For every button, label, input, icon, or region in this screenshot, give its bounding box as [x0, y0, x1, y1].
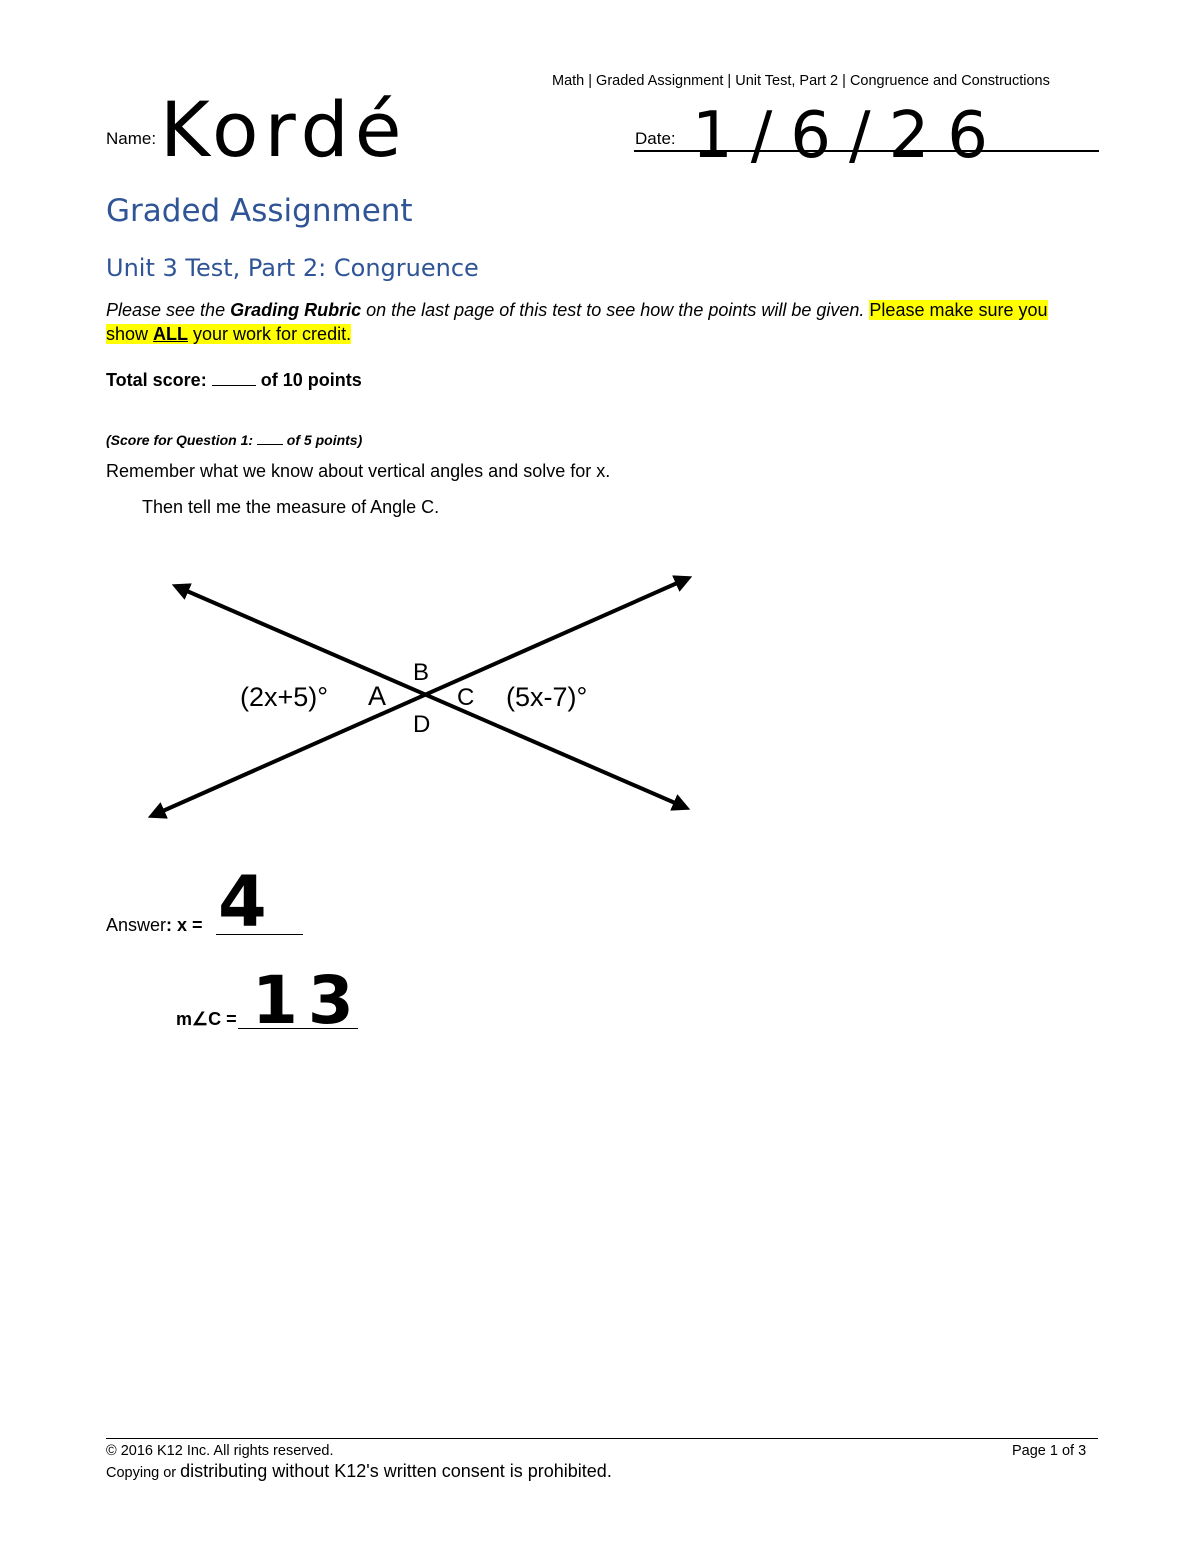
- left-angle-expression: (2x+5)°: [240, 682, 329, 712]
- total-score-label: Total score:: [106, 370, 212, 390]
- footer-consent-large: distributing without K12's written consent is prohibited.: [180, 1461, 612, 1481]
- angle-c-label: m∠C =: [176, 1009, 237, 1029]
- footer-consent-small: Copying or: [106, 1465, 181, 1481]
- page-subtitle: Unit 3 Test, Part 2: Congruence: [106, 254, 479, 282]
- page-number: Page 1 of 3: [1012, 1443, 1087, 1459]
- right-angle-expression: (5x-7)°: [506, 682, 588, 712]
- line-two: [156, 580, 684, 814]
- highlight-text-2: your work for credit.: [188, 324, 352, 344]
- question-score-prefix: (Score for Question 1:: [106, 432, 257, 448]
- x-answer-handwritten: 4: [218, 861, 267, 943]
- course-header: Math | Graded Assignment | Unit Test, Part 2 | Congruence and Constructions: [552, 73, 1050, 89]
- grading-rubric-text: Grading Rubric: [230, 300, 362, 320]
- page-title: Graded Assignment: [106, 193, 413, 229]
- angle-label-a: A: [368, 681, 387, 711]
- instructions-text-2: on the last page of this test to see how the points will be given.: [361, 300, 870, 320]
- all-emphasis: ALL: [153, 324, 189, 344]
- angle-label-c: C: [457, 684, 475, 711]
- date-label: Date:: [635, 129, 676, 148]
- x-label: x =: [177, 915, 203, 935]
- instructions-text: Please see the: [106, 300, 231, 320]
- question-prompt-2: Then tell me the measure of Angle C.: [142, 497, 440, 517]
- answer-label: Answer: [106, 915, 167, 935]
- question-score-suffix: of 5 points): [282, 432, 363, 448]
- handwritten-name: Kordé: [160, 85, 408, 174]
- total-score-suffix: of 10 points: [255, 370, 362, 390]
- name-label: Name:: [106, 129, 157, 148]
- handwritten-date: 1/6/26: [692, 99, 1006, 173]
- angle-label-d: D: [413, 711, 431, 738]
- footer-divider: [106, 1438, 1098, 1439]
- answer-row: Answer: x =: [106, 915, 203, 935]
- angle-c-answer-handwritten: 13: [252, 962, 364, 1039]
- footer-copyright: © 2016 K12 Inc. All rights reserved.: [106, 1443, 334, 1459]
- highlight-text: Please make sure you show: [106, 300, 1048, 344]
- footer-consent: [106, 1461, 612, 1482]
- angle-label-b: B: [413, 659, 430, 686]
- question-prompt-1: Remember what we know about vertical angles and solve for x.: [106, 461, 611, 481]
